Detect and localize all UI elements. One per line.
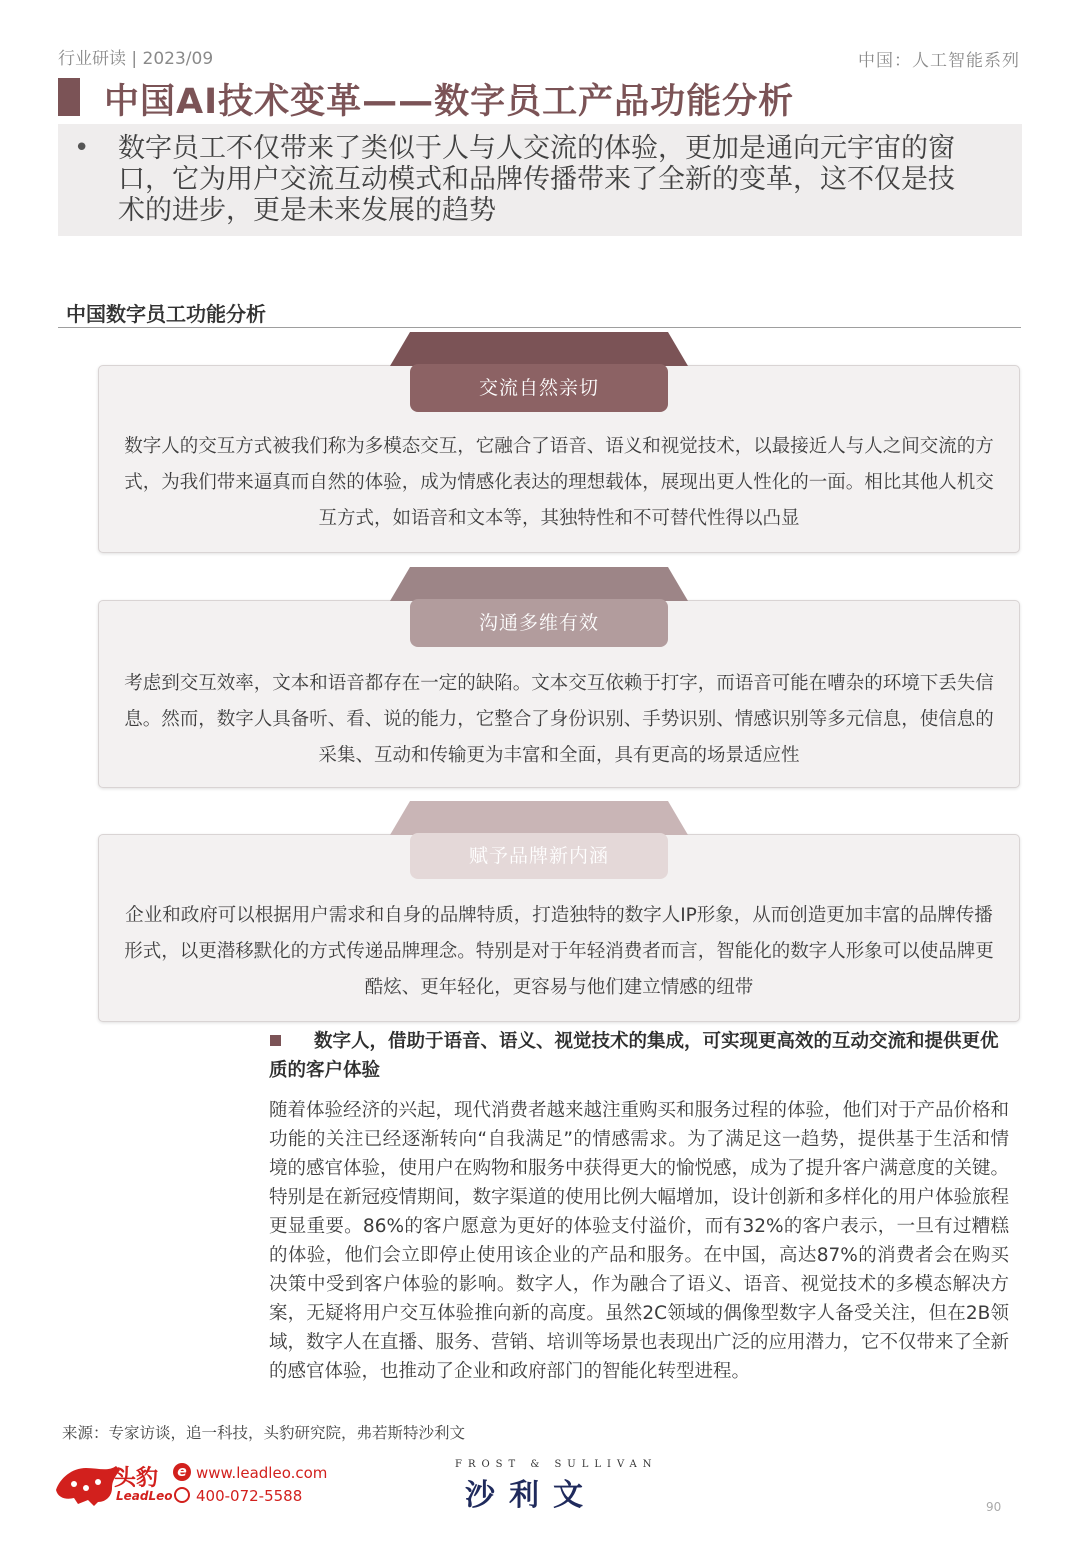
page-number: 90 <box>986 1500 1002 1514</box>
section-heading: 中国数字员工功能分析 <box>66 302 266 326</box>
feature-text-1: 数字人的交互方式被我们称为多模态交互，它融合了语音、语义和视觉技术，以最接近人与人之间交流的方式，为我们带来逼真而自然的体验，成为情感化表达的理想载体，展现出更人性化的一面。相比其他人机交互方式，如语音和文本等，其独特性和不可替代性得以凸显 <box>124 436 994 529</box>
brand-logo-text: 头豹 <box>114 1466 159 1491</box>
source-note: 来源：专家访谈，追一科技，头豹研究院，弗若斯特沙利文 <box>62 1424 466 1442</box>
page-title: 中国AI技术变革——数字员工产品功能分析 <box>104 82 795 122</box>
body-paragraph: 随着体验经济的兴起，现代消费者越来越注重购买和服务过程的体验，他们对于产品价格和功能的关注已经逐渐转向“自我满足”的情感需求。为了满足这一趋势，提供基于生活和情境的感官体验，使用户在购物和服务中获得更大的愉悦感，成为了提升客户满意度的关键。特别是在新冠疫情期间，数字渠道的使用比例大幅增加，设计创新和多样化的用户体验旅程更显重要。86%的客户愿意为更好的体验支付溢价，而有32%的客户表示，一旦有过糟糕的体验，他们会立即停止使用该企业的产品和服务。在中国，高达87%的消费者会在购买决策中受到客户体验的影响。数字人，作为融合了语义、语音、视觉技术的多模态解决方案，无疑将用户交互体验推向新的高度。虽然2C领域的偶像型数字人备受关注，但在2B领域，数字人在直播、服务、营销、培训等场景也表现出广泛的应用潜力，它不仅带来了全新的感官体验，也推动了企业和政府部门的智能化转型进程。 <box>269 1100 1010 1382</box>
key-point-text: 数字人，借助于语音、语义、视觉技术的集成，可实现更高效的互动交流和提供更优质的客户体验 <box>269 1031 999 1081</box>
summary-bullet: • <box>74 133 90 163</box>
feature-tab-3 <box>390 801 688 835</box>
feature-label-2: 沟通多维有效 <box>410 599 668 647</box>
website-link[interactable]: www.leadleo.com <box>196 1464 328 1482</box>
web-icon: e <box>173 1463 191 1481</box>
feature-text-2: 考虑到交互效率，文本和语音都存在一定的缺陷。文本交互依赖于打字，而语音可能在嘈杂的环境下丢失信息。然而，数字人具备听、看、说的能力，它整合了身份识别、手势识别、情感识别等多元信息，使信息的采集、互动和传输更为丰富和全面，具有更高的场景适应性 <box>124 673 994 766</box>
partner-logo-cn: 沙利文 <box>465 1478 597 1513</box>
report-category-date: 行业研读 | 2023/09 <box>58 49 214 69</box>
summary-text: 数字员工不仅带来了类似于人与人交流的体验，更加是通向元宇宙的窗口，它为用户交流互动模式和品牌传播带来了全新的变革，这不仅是技术的进步，更是未来发展的趋势 <box>118 133 955 226</box>
feature-tab-2 <box>390 567 688 601</box>
feature-label-3: 赋予品牌新内涵 <box>410 833 668 879</box>
title-accent-bar <box>58 78 80 116</box>
partner-logo-en: FROST & SULLIVAN <box>455 1459 658 1470</box>
brand-logo-en: LeadLeo <box>116 1489 173 1503</box>
section-divider <box>58 327 1021 328</box>
feature-label-1: 交流自然亲切 <box>410 364 668 412</box>
phone-icon <box>174 1487 190 1503</box>
phone-number: 400-072-5588 <box>196 1487 303 1505</box>
feature-text-3: 企业和政府可以根据用户需求和自身的品牌特质，打造独特的数字人IP形象，从而创造更加丰富的品牌传播形式，以更潜移默化的方式传递品牌理念。特别是对于年轻消费者而言，智能化的数字人形象可以使品牌更酷炫、更年轻化，更容易与他们建立情感的纽带 <box>124 905 994 998</box>
feature-tab-1 <box>390 332 688 366</box>
report-series: 中国：人工智能系列 <box>858 51 1020 71</box>
